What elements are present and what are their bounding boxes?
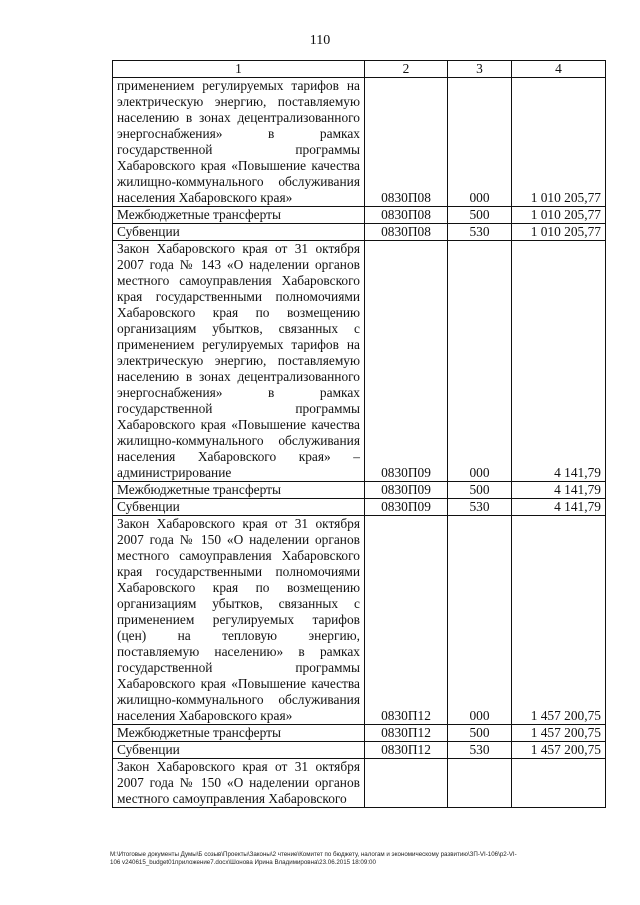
table-row	[113, 224, 606, 241]
table-row	[113, 78, 606, 207]
row-amount: 1 010 205,77	[512, 224, 606, 241]
row-code: 0830П12	[365, 516, 448, 725]
row-description: применением регулируемых тарифов на электрическую энергию, поставляемую населению в зонах децентрализованного энергоснабжения» в рамках государственной программы Хабаровского края «Повышение качества жилищно-коммунального обслуживания населения Хабаровского края»	[113, 78, 365, 207]
row-description: Субвенции	[113, 499, 365, 516]
row-type: 000	[448, 516, 512, 725]
row-type: 500	[448, 207, 512, 224]
row-code: 0830П09	[365, 482, 448, 499]
file-path-footer	[110, 851, 610, 867]
row-type: 500	[448, 725, 512, 742]
column-header-4: 4	[512, 61, 606, 78]
row-amount: 1 457 200,75	[512, 516, 606, 725]
row-amount: 4 141,79	[512, 241, 606, 482]
row-description: Закон Хабаровского края от 31 октября 2007 года № 143 «О наделении органов местного самоуправления Хабаровского края государственными полномочиями Хабаровского края по возмещению организациям убытков, связанных с применением регулируемых тарифов на электрическую энергию, поставляемую населению в зонах децентрализованного энергоснабжения» в рамках государственной программы Хабаровского края «Повышение качества жилищно-коммунального обслуживания населения Хабаровского края» – администрирование	[113, 241, 365, 482]
row-amount: 4 141,79	[512, 499, 606, 516]
row-amount	[512, 759, 606, 808]
row-type: 500	[448, 482, 512, 499]
column-header-3: 3	[448, 61, 512, 78]
row-type: 530	[448, 224, 512, 241]
table-row	[113, 482, 606, 499]
table-header-row	[113, 61, 606, 78]
page-number: 110	[309, 33, 331, 48]
row-code: 0830П08	[365, 207, 448, 224]
table-row	[113, 725, 606, 742]
row-type: 530	[448, 499, 512, 516]
row-amount: 4 141,79	[512, 482, 606, 499]
row-type: 000	[448, 241, 512, 482]
table-row	[113, 241, 606, 482]
row-code: 0830П08	[365, 78, 448, 207]
table-row	[113, 742, 606, 759]
table-row	[113, 516, 606, 725]
row-description: Межбюджетные трансферты	[113, 482, 365, 499]
row-code: 0830П12	[365, 725, 448, 742]
column-header-2: 2	[365, 61, 448, 78]
row-amount: 1 457 200,75	[512, 742, 606, 759]
row-type: 530	[448, 742, 512, 759]
budget-table	[112, 60, 606, 808]
row-description: Межбюджетные трансферты	[113, 725, 365, 742]
row-amount: 1 010 205,77	[512, 207, 606, 224]
row-code: 0830П09	[365, 499, 448, 516]
row-description: Закон Хабаровского края от 31 октября 2007 года № 150 «О наделении органов местного самоуправления Хабаровского	[113, 759, 365, 808]
row-description: Субвенции	[113, 742, 365, 759]
row-code	[365, 759, 448, 808]
table-row	[113, 207, 606, 224]
row-description: Закон Хабаровского края от 31 октября 2007 года № 150 «О наделении органов местного самоуправления Хабаровского края государственными полномочиями Хабаровского края по возмещению организациям убытков, связанных с применением регулируемых тарифов (цен) на тепловую энергию, поставляемую населению» в рамках государственной программы Хабаровского края «Повышение качества жилищно-коммунального обслуживания населения Хабаровского края»	[113, 516, 365, 725]
row-type: 000	[448, 78, 512, 207]
table-row	[113, 499, 606, 516]
table-row	[113, 759, 606, 808]
row-amount: 1 010 205,77	[512, 78, 606, 207]
row-type	[448, 759, 512, 808]
row-code: 0830П08	[365, 224, 448, 241]
row-amount: 1 457 200,75	[512, 725, 606, 742]
row-description: Межбюджетные трансферты	[113, 207, 365, 224]
row-code: 0830П09	[365, 241, 448, 482]
row-description: Субвенции	[113, 224, 365, 241]
column-header-1: 1	[113, 61, 365, 78]
row-code: 0830П12	[365, 742, 448, 759]
footer-path-line-2: 106 v240615_budget01приложение7.docx\Шонова Ирина Владимировна\23.06.2015 18:09:00	[110, 859, 376, 866]
footer-path-line-1: M:\Итоговые документы Думы\Б созыв\Проекты\Законы\2 чтение\Комитет по бюджету, налогам и экономическому развитию\ЗП-VI-106\р2-VI-	[110, 851, 517, 858]
